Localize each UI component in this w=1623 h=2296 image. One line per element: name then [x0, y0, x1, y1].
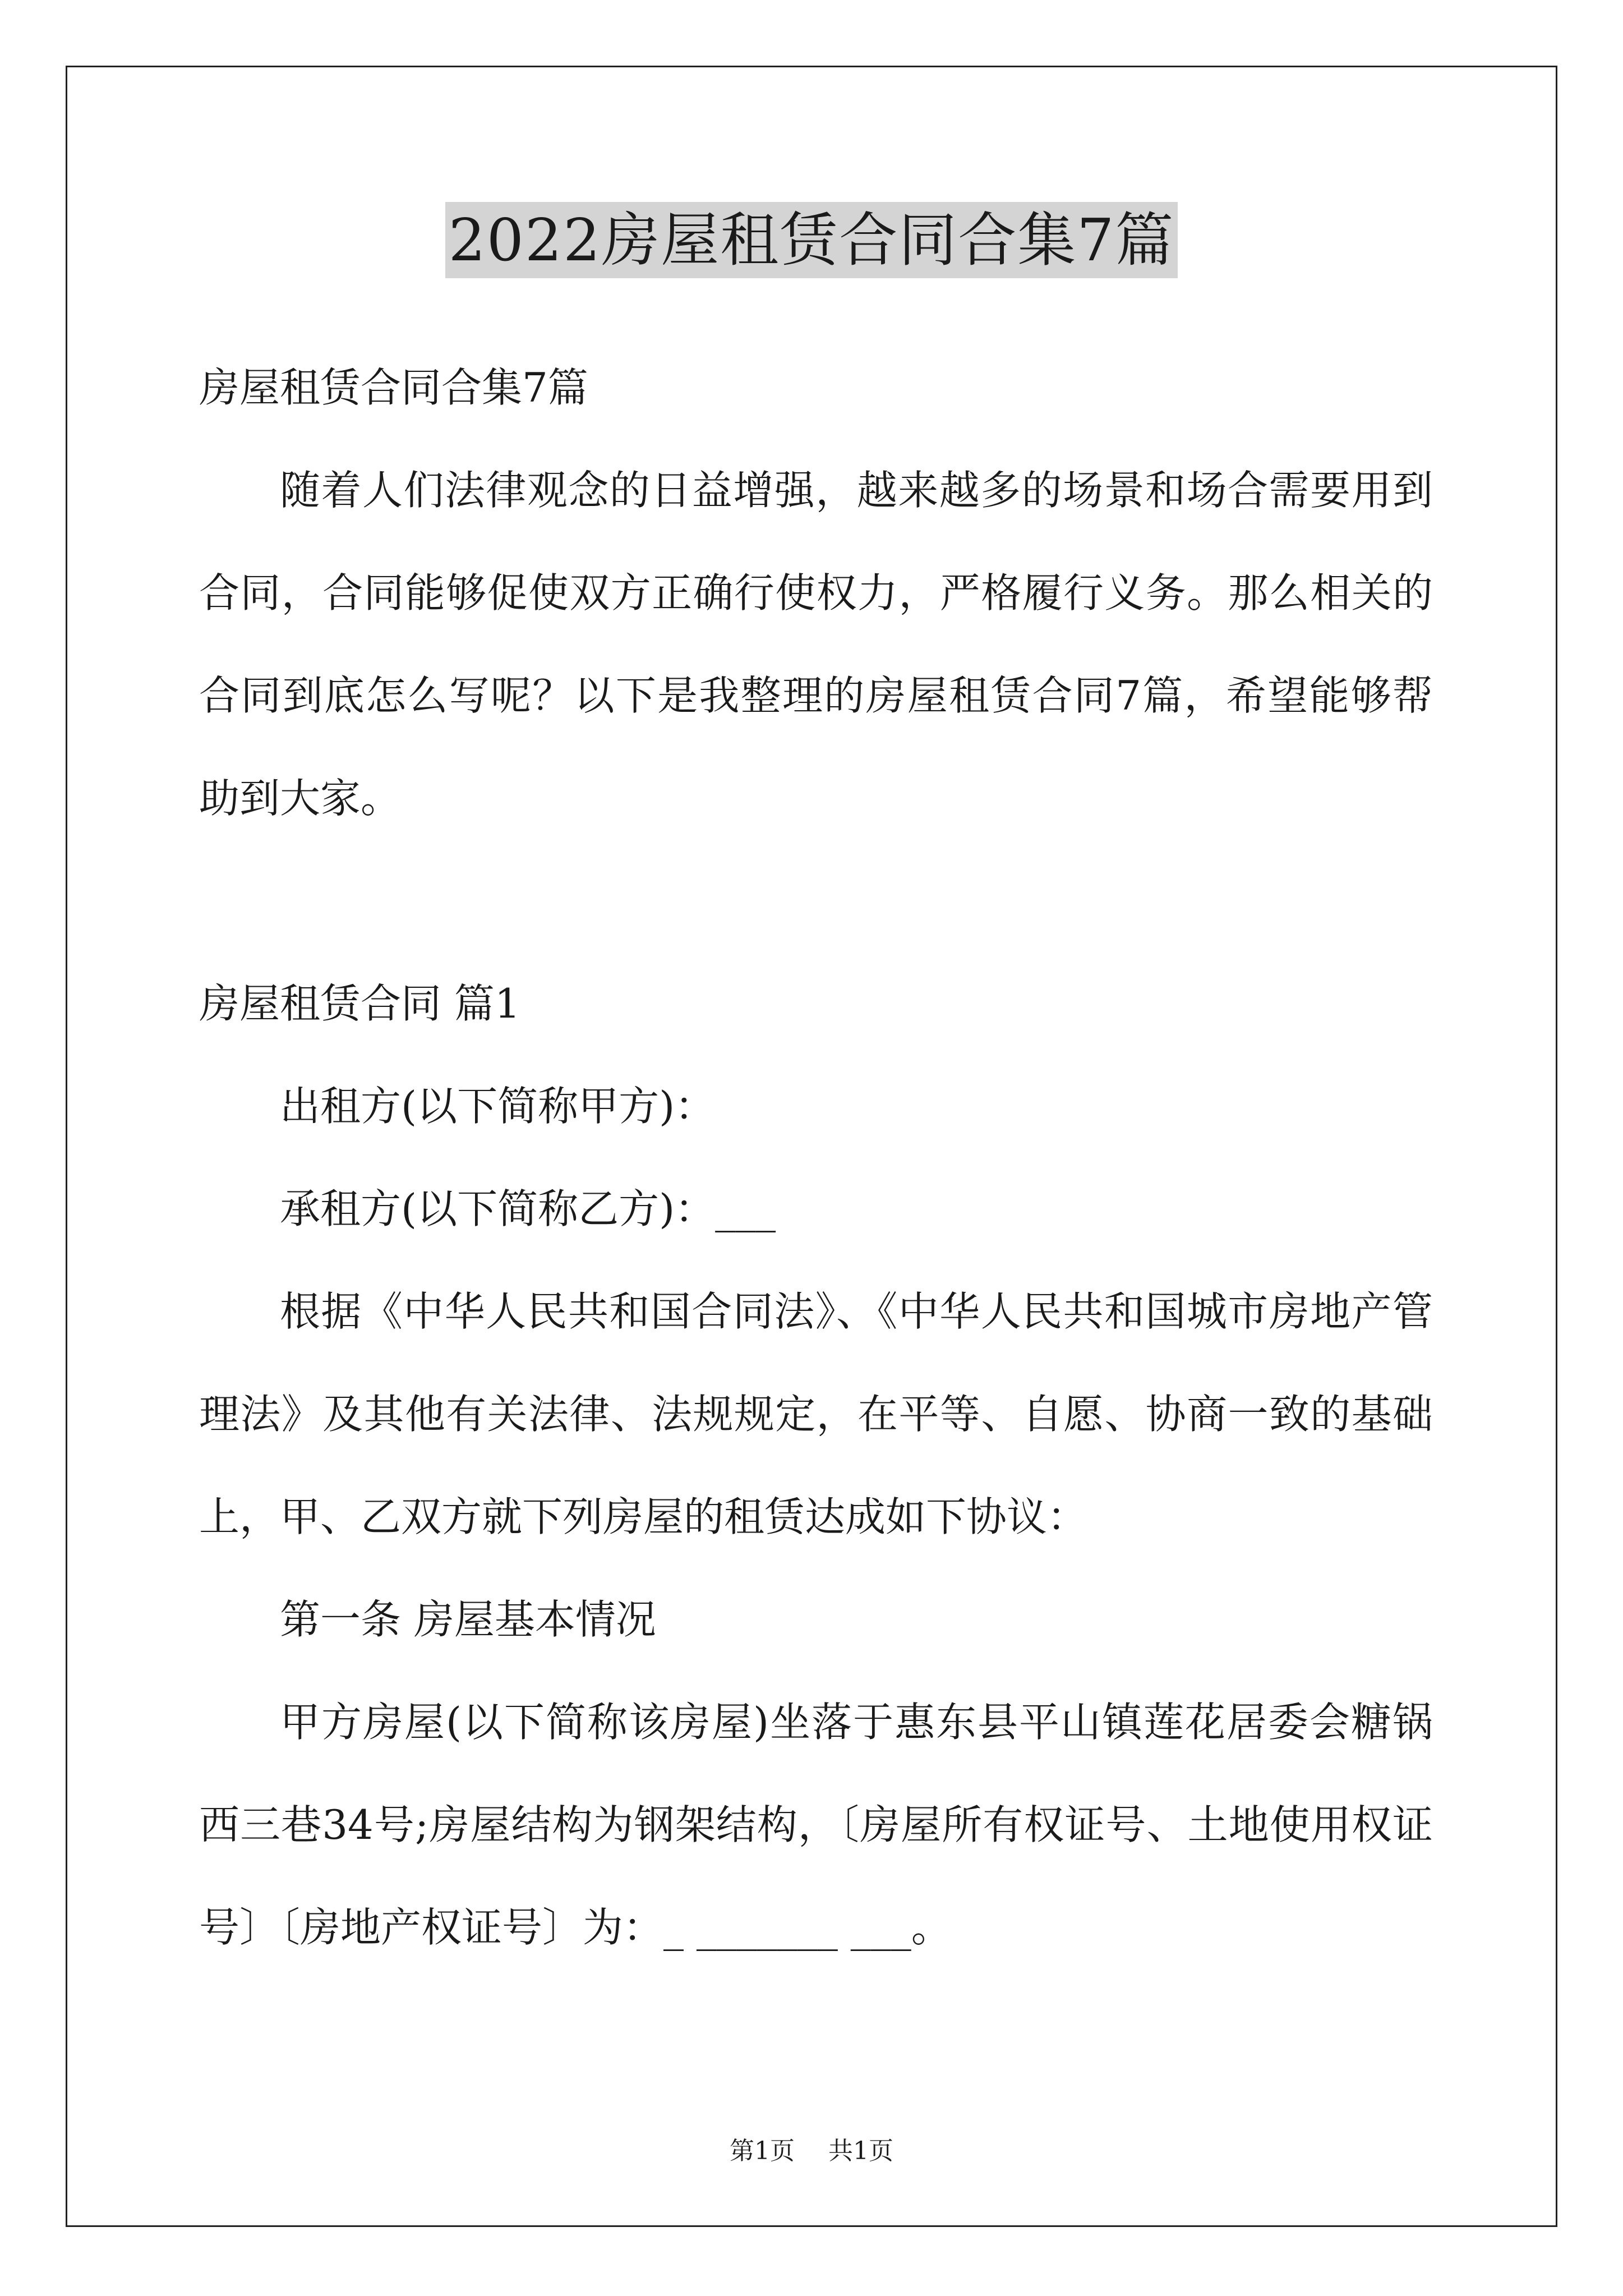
- section-heading: 房屋租赁合同 篇1: [199, 980, 520, 1027]
- page-total: 共1页: [828, 2137, 893, 2165]
- document-body: [199, 337, 1433, 1979]
- title-container: [0, 202, 1623, 278]
- document-title: 2022房屋租赁合同合集7篇: [445, 202, 1178, 278]
- subtitle-line: 房屋租赁合同合集7篇: [199, 364, 588, 411]
- page-number: 第1页: [730, 2137, 795, 2165]
- article-one-heading: 第一条 房屋基本情况: [280, 1596, 656, 1643]
- property-description-paragraph: 甲方房屋(以下简称该房屋)坐落于惠东县平山镇莲花居委会糖锅西三巷34号;房屋结构为钢架结构，〔房屋所有权证号、土地使用权证号〕〔房地产权证号〕为：_ _______ ___。: [199, 1699, 1433, 1951]
- page-footer: [0, 2134, 1623, 2168]
- legal-basis-paragraph: 根据《中华人民共和国合同法》、《中华人民共和国城市房地产管理法》及其他有关法律、法规规定，在平等、自愿、协商一致的基础上，甲、乙双方就下列房屋的租赁达成如下协议：: [199, 1288, 1433, 1540]
- intro-paragraph: 随着人们法律观念的日益增强，越来越多的场景和场合需要用到合同，合同能够促使双方正确行使权力，严格履行义务。那么相关的合同到底怎么写呢？以下是我整理的房屋租赁合同7篇，希望能够帮助到大家。: [199, 467, 1433, 822]
- lessee-line: 承租方(以下简称乙方)：___: [280, 1185, 776, 1232]
- lessor-line: 出租方(以下简称甲方)：: [280, 1083, 716, 1130]
